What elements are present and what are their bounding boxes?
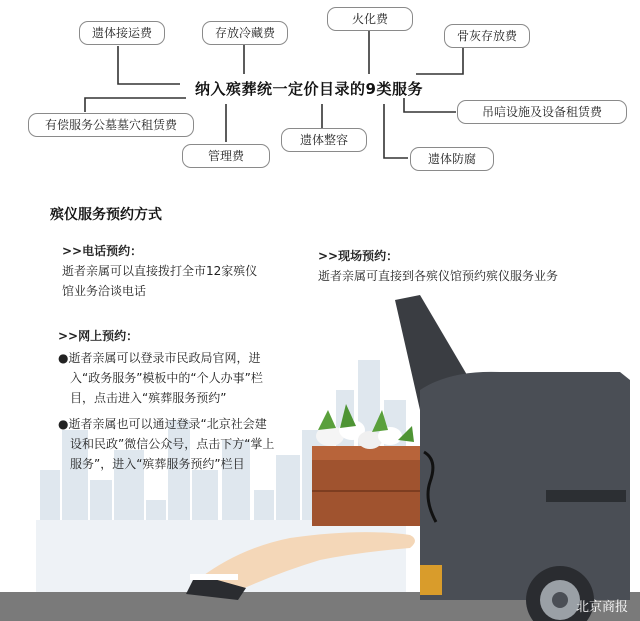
booking-section-title: 殡仪服务预约方式 [50,207,162,223]
phone-booking-line: 逝者亲属可以直接拨打全市12家殡仪 [62,264,258,278]
onsite-booking-heading: >>现场预约： [318,249,399,263]
online-booking-block [58,326,308,474]
online-booking-line: 设和民政”微信公众号，点击下方“掌上 [70,437,275,451]
diagram-center-title: 纳入殡葬统一定价目录的9类服务 [195,80,423,98]
service-pill-body-cosmetic: 遗体整容 [281,128,367,152]
online-booking-line: 服务”，进入“殡葬服务预约”栏目 [70,457,245,471]
online-booking-heading: >>网上预约： [58,329,139,343]
online-booking-line: 目，点击进入“殡葬服务预约” [70,391,227,405]
phone-booking-line: 馆业务洽谈电话 [62,284,147,298]
service-pill-body-transport: 遗体接运费 [79,21,165,45]
service-pill-cemetery-lease: 有偿服务公墓墓穴租赁费 [28,113,194,137]
phone-booking-heading: >>电话预约： [62,244,143,258]
online-booking-line: 入“政务服务”模板中的“个人办事”栏 [70,371,263,385]
online-booking-item [58,414,308,474]
service-pill-body-embalming: 遗体防腐 [410,147,494,171]
online-booking-item [58,348,308,408]
service-pill-memorial-equipment: 吊唁设施及设备租赁费 [457,100,627,124]
watermark-text: 北京商报 [575,600,628,615]
service-pill-management: 管理费 [182,144,270,168]
service-pill-cremation: 火化费 [327,7,413,31]
phone-booking-block [62,241,312,301]
online-booking-line: ●逝者亲属可以登录市民政局官网，进 [58,351,261,365]
coffin-box [312,446,420,526]
onsite-booking-line: 逝者亲属可直接到各殡仪馆预约殡仪服务业务 [318,269,559,283]
service-pill-ashes-storage: 骨灰存放费 [444,24,530,48]
onsite-booking-block [318,246,618,286]
service-pill-cold-storage: 存放冷藏费 [202,21,288,45]
online-booking-line: ●逝者亲属也可以通过登录“北京社会建 [58,417,267,431]
